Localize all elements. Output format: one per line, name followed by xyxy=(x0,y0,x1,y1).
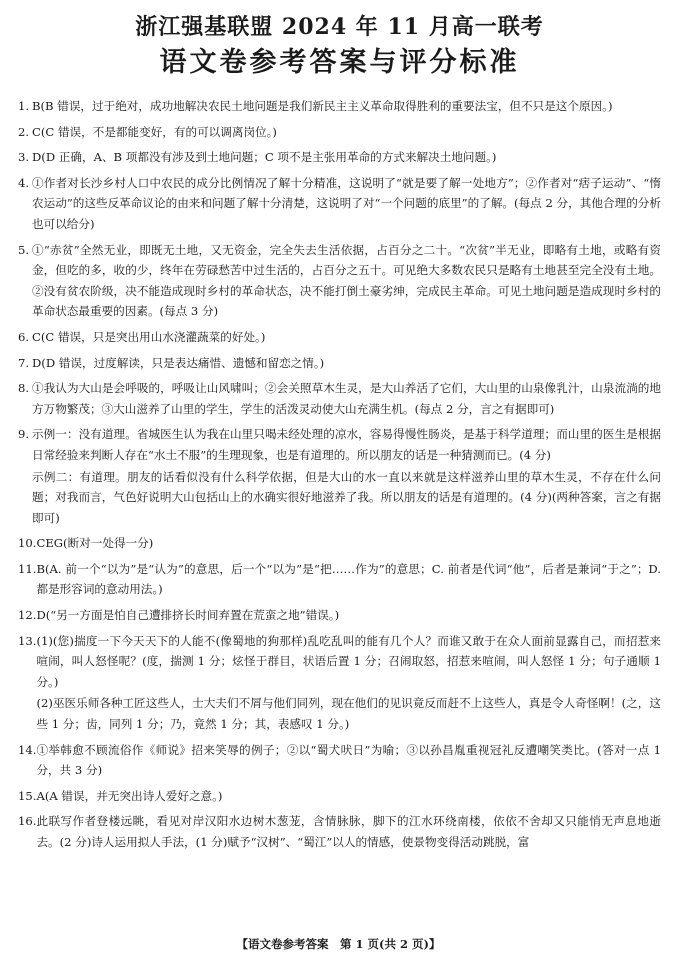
answer-text: B(B 错误，过于绝对，成功地解决农民土地问题是我们新民主主义革命取得胜利的重要法宝，但不只是这个原因。) xyxy=(32,99,613,113)
answer-item xyxy=(18,327,661,348)
answer-text: 示例二：有道理。朋友的话看似没有什么科学依据，但是大山的水一直以来就是这样滋养山里的草木生灵，不存在什么问题；对我而言，气色好说明大山包括山上的水确实很好地滋养了我。所以朋友的话是有道理的。(4 分)(两种答案，言之有据即可) xyxy=(32,469,661,525)
answer-item xyxy=(18,740,661,781)
answer-item xyxy=(18,173,661,235)
answer-item xyxy=(18,811,661,852)
answer-number: 4. xyxy=(18,175,30,190)
answer-text: D(D 正确，A、B 项都没有涉及到土地问题；C 项不是主张用革命的方式来解决土地问题。) xyxy=(32,150,497,165)
answer-number: 1. xyxy=(18,99,30,113)
answer-body xyxy=(36,786,661,807)
answer-body xyxy=(36,740,661,781)
answer-body xyxy=(36,559,661,600)
answer-text: CEG(断对一处得一分) xyxy=(36,536,154,551)
answer-item xyxy=(18,631,661,735)
answer-body xyxy=(36,811,661,852)
answer-number: 2. xyxy=(18,124,30,139)
answer-number: 9. xyxy=(18,427,30,442)
answer-item xyxy=(18,786,661,807)
answer-item xyxy=(18,96,661,117)
answer-body xyxy=(32,96,661,117)
answer-item xyxy=(18,378,661,419)
answer-number: 8. xyxy=(18,381,30,396)
answer-item xyxy=(18,605,661,626)
exam-title: 浙江强基联盟 2024 年 11 月高一联考 xyxy=(135,14,544,40)
answer-number: 15. xyxy=(18,788,37,803)
answer-item xyxy=(18,240,661,322)
answer-text: 示例一：没有道理。省城医生认为我在山里只喝未经处理的凉水，容易得慢性肠炎，是基于科学道理；而山里的医生是根据日常经验来判断人存在“水土不服”的生理现象，也是有道理的。所以朋友的话是一种猜测而已。(4 分) xyxy=(32,427,661,462)
answer-item xyxy=(18,533,661,554)
answer-item xyxy=(18,559,661,600)
answer-body xyxy=(36,631,661,735)
answer-text: D(D 错误，过度解读，只是表达痛惜、遗憾和留恋之情。) xyxy=(32,355,325,370)
answer-text: 此联写作者登楼远眺，看见对岸汉阳水边树木葱茏，含情脉脉，脚下的江水环绕南楼，依依不舍却又只能悄无声息地逝去。(2 分)诗人运用拟人手法，(1 分)赋予“汉树”、“蜀江”以人的情感，使景物变得活动跳脱，富 xyxy=(36,814,661,849)
answer-body xyxy=(36,605,661,626)
answer-number: 16. xyxy=(18,814,37,829)
answer-number: 7. xyxy=(18,355,30,370)
answer-text: (1)(您)揣度一下今天天下的人能不(像蜀地的狗那样)乱吃乱叫的能有几个人？而谁又敢于在众人面前显露自己，而招惹来喧闹，叫人怒怪呢？(度，揣测 1 分；炫怪于群目，状语后置 1 分；召闹取怒，招惹来喧闹，叫人怒怪 1 分；句子通顺 1 分。) xyxy=(36,633,661,689)
answer-text: B(A. 前一个“以为”是“认为”的意思，后一个“以为”是“把……作为”的意思；C. 前者是代词“他”，后者是兼词“于之”；D. 都是形容词的意动用法。) xyxy=(36,561,661,597)
answer-number: 5. xyxy=(18,242,30,257)
answer-body xyxy=(32,173,661,235)
answer-number: 10. xyxy=(18,536,37,551)
answer-number: 12. xyxy=(18,608,37,623)
answer-text: A(A 错误，并无突出诗人爱好之意。) xyxy=(36,788,223,803)
answer-body xyxy=(32,378,661,419)
answer-text: D(“另一方面是怕自己遭排挤长时间弃置在荒蛮之地”错误。) xyxy=(36,608,340,623)
answer-text: ①我认为大山是会呼吸的，呼吸让山风啸叫；②会关照草木生灵，是大山养活了它们，大山里的山泉像乳汁，山泉流淌的地方万物繁茂；③大山滋养了山里的学生，学生的活泼灵动使大山充满生机。(每点 2 分，言之有据即可) xyxy=(32,381,661,416)
answer-number: 11. xyxy=(18,561,37,576)
answer-text: ①“赤贫”全然无业，即既无土地，又无资金，完全失去生活依据，占百分之二十。“次贫”半无业，即略有土地，或略有资金，但吃的多，收的少，终年在劳碌愁苦中过生活的，占百分之五十。可见绝大多数农民只是略有土地甚至完全没有土地。②没有贫农阶级，决不能造成现时乡村的革命状态，决不能打倒土豪劣绅，完成民主革命。可见土地问题是造成现时乡村的革命状态最重要的因素。(每点 3 分) xyxy=(32,242,661,319)
answer-body xyxy=(32,327,661,348)
answer-list xyxy=(18,96,661,853)
answer-body xyxy=(32,424,661,528)
answer-number: 14. xyxy=(18,742,37,757)
page-footer: 【语文卷参考答案 第 1 页(共 2 页)】 xyxy=(236,937,441,951)
document-title: 语文卷参考答案与评分标准 xyxy=(159,47,520,78)
answer-text: C(C 错误，只是突出用山水浇灌蔬菜的好处。) xyxy=(32,329,266,344)
answer-body xyxy=(32,240,661,322)
answer-number: 3. xyxy=(18,150,30,165)
answer-body xyxy=(32,353,661,374)
answer-body xyxy=(32,122,661,143)
answer-text: ①举韩愈不顾流俗作《师说》招来笑辱的例子；②以“蜀犬吠日”为喻；③以孙昌胤重视冠礼反遭嘲笑类比。(答对一点 1 分，共 3 分) xyxy=(36,742,661,778)
answer-item xyxy=(18,147,661,168)
answer-body xyxy=(32,147,661,168)
answer-item xyxy=(18,424,661,528)
answer-text: (2)巫医乐师各种工匠这些人，士大夫们不屑与他们同列，现在他们的见识竟反而赶不上这些人，真是令人奇怪啊！(之，这些 1 分；齿，同列 1 分；乃，竟然 1 分；其，表感叹 1 分。) xyxy=(36,696,661,732)
answer-body xyxy=(36,533,661,554)
answer-text: ①作者对长沙乡村人口中农民的成分比例情况了解十分精准，这说明了“就是要了解一处地方”；②作者对“痞子运动”、“惰农运动”的这些反革命议论的由来和问题了解十分清楚，这说明了对“一个问题的底里”的了解。(每点 2 分，其他合理的分析也可以给分) xyxy=(32,175,661,231)
answer-text: C(C 错误，不是都能变好，有的可以调离岗位。) xyxy=(32,124,277,139)
answer-item xyxy=(18,122,661,143)
answer-number: 6. xyxy=(18,329,30,344)
answer-item xyxy=(18,353,661,374)
answer-number: 13. xyxy=(18,633,37,648)
